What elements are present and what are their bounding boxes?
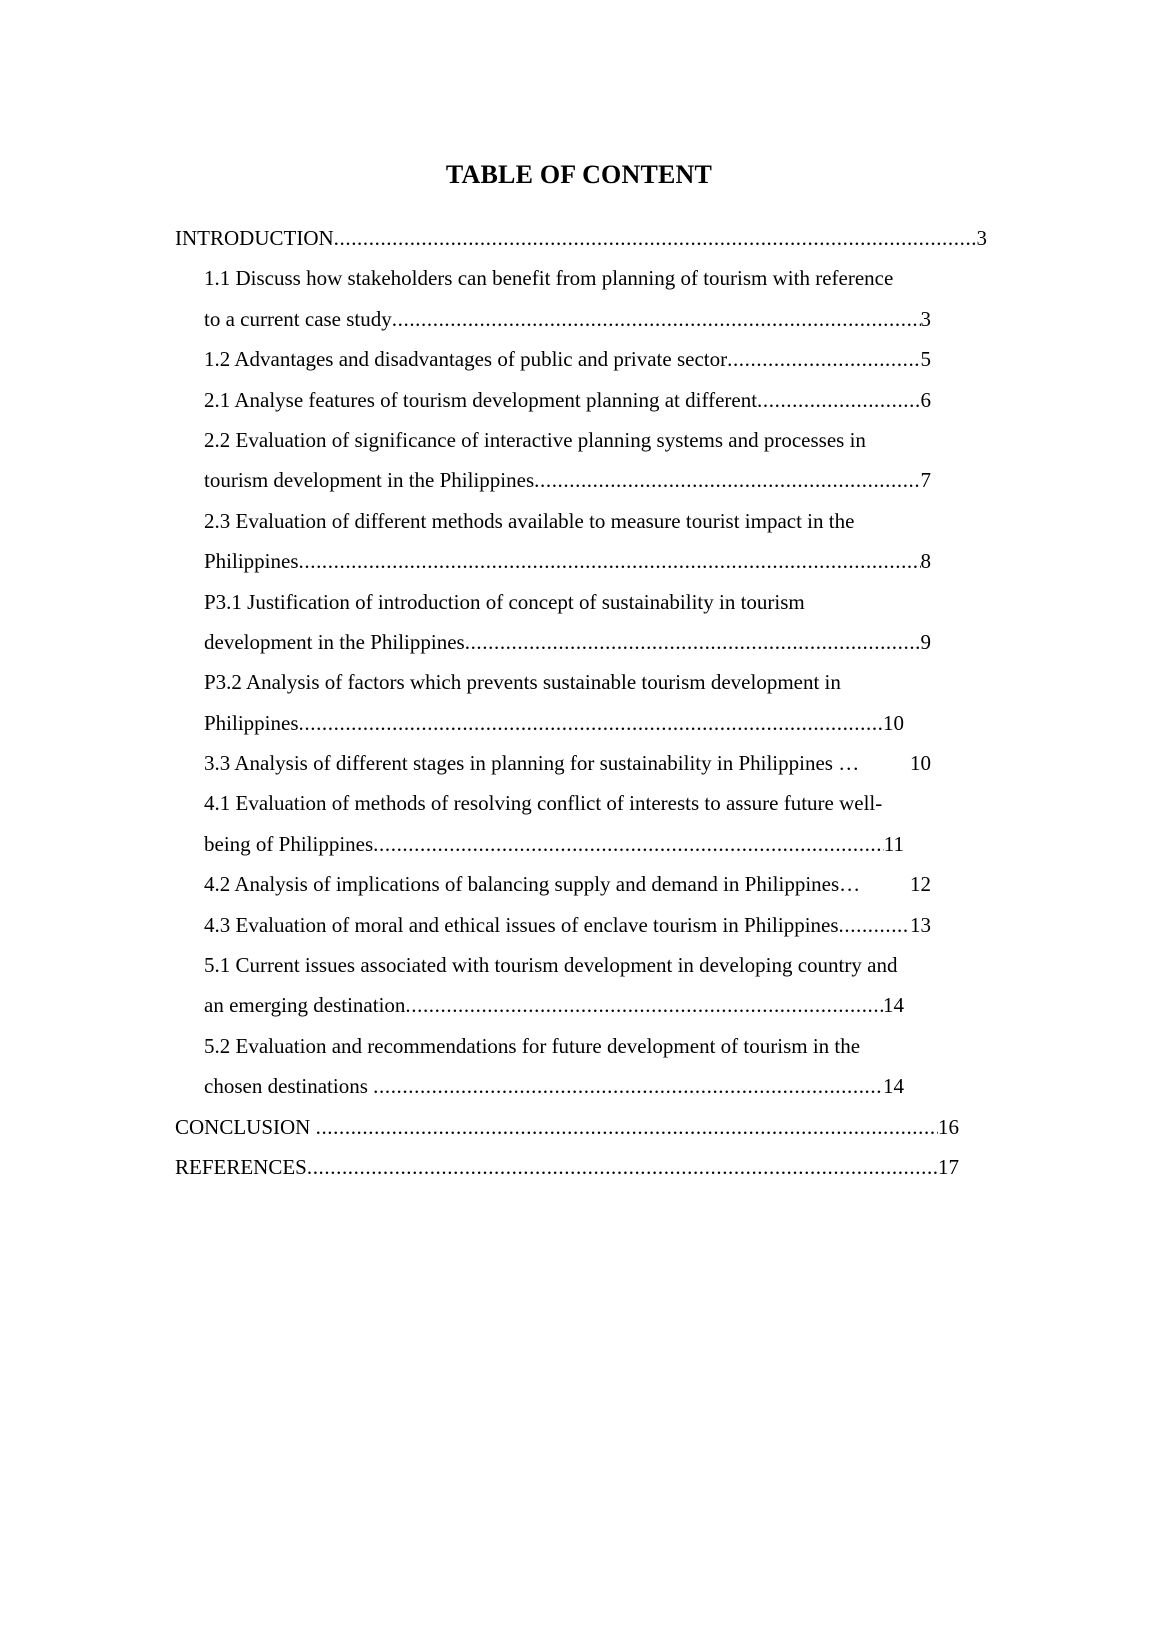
toc-entry-text: P3.1 Justification of introduction of concept of sustainability in tourism — [204, 589, 805, 614]
toc-entry-text: 2.3 Evaluation of different methods available to measure tourist impact in the — [204, 508, 855, 533]
toc-entry-title: being of Philippines — [204, 831, 374, 856]
toc-page-number: 9 — [920, 629, 931, 654]
toc-entry[interactable] — [175, 1026, 987, 1107]
toc-entry-title: 4.2 Analysis of implications of balancing supply and demand in Philippines… — [204, 872, 861, 897]
toc-entry-title: 4.3 Evaluation of moral and ethical issues of enclave tourism in Philippines — [204, 912, 839, 937]
toc-entry-title: development in the Philippines — [204, 629, 465, 654]
toc-entry-text: 5.1 Current issues associated with tourism development in developing country and — [204, 953, 898, 978]
page-title: TABLE OF CONTENT — [445, 160, 713, 189]
toc-entry[interactable] — [175, 905, 987, 945]
toc-dot-leader — [299, 541, 921, 581]
toc-entry-title: an emerging destination — [204, 993, 406, 1018]
toc-dot-leader — [334, 218, 977, 258]
toc-dot-leader — [299, 703, 883, 743]
toc-dot-leader — [534, 460, 920, 500]
toc-entry-title: tourism development in the Philippines — [204, 468, 535, 493]
toc-page-number: 17 — [938, 1154, 959, 1179]
toc-entry-leader-row — [204, 380, 931, 420]
toc-dot-leader — [727, 339, 920, 379]
toc-entry[interactable] — [175, 1147, 987, 1187]
toc-entry[interactable] — [175, 1107, 987, 1147]
toc-dot-leader — [307, 1147, 938, 1187]
toc-entry-title: REFERENCES — [175, 1154, 307, 1179]
toc-entry-title: 3.3 Analysis of different stages in planning for sustainability in Philippines … — [204, 751, 860, 776]
toc-entry-leader-row — [204, 299, 931, 339]
toc-entry[interactable] — [175, 218, 987, 258]
toc-entry[interactable] — [175, 662, 987, 743]
toc-entry-leader-row — [204, 905, 931, 945]
toc-entry-text: 4.1 Evaluation of methods of resolving conflict of interests to assure future well- — [204, 791, 883, 816]
toc-entry-title: 2.1 Analyse features of tourism development planning at different — [204, 387, 758, 412]
toc-entry-leader-row — [204, 1066, 904, 1106]
toc-entry-leader-row — [175, 1107, 959, 1147]
toc-entry-leader-row — [204, 460, 931, 500]
toc-page-number: 10 — [910, 751, 931, 776]
toc-entry-title: Philippines — [204, 710, 299, 735]
toc-entry-title: 1.2 Advantages and disadvantages of public and private sector — [204, 347, 728, 372]
toc-entry[interactable] — [175, 582, 987, 663]
toc-page-number: 3 — [976, 226, 987, 250]
toc-entry-title: Philippines — [204, 549, 299, 574]
toc-entry-title: chosen destinations — [204, 1074, 374, 1099]
toc-page-number: 16 — [938, 1114, 959, 1139]
toc-entry-title: CONCLUSION — [175, 1114, 316, 1139]
toc-entry[interactable] — [175, 501, 987, 582]
toc-entry[interactable] — [175, 783, 987, 864]
toc-entry-leader-row — [204, 622, 931, 662]
toc-dot-leader — [373, 1066, 883, 1106]
toc-entry-title: INTRODUCTION — [175, 226, 334, 250]
toc-entry[interactable] — [175, 864, 987, 904]
table-of-contents — [175, 218, 987, 1187]
toc-page-number: 6 — [920, 387, 931, 412]
toc-entry-text: 2.2 Evaluation of significance of interactive planning systems and processes in — [204, 427, 866, 452]
toc-entry-leader-row — [204, 864, 931, 904]
toc-page-number: 5 — [920, 347, 931, 372]
toc-page-number: 12 — [910, 872, 931, 897]
toc-page-number: 14 — [883, 993, 904, 1018]
toc-entry[interactable] — [175, 743, 987, 783]
toc-page-number: 7 — [920, 468, 931, 493]
toc-dot-leader — [392, 299, 921, 339]
toc-entry[interactable] — [175, 945, 987, 1026]
toc-page-number: 8 — [920, 549, 931, 574]
toc-entry-leader-row — [204, 339, 931, 379]
toc-entry-leader-row — [175, 1147, 959, 1187]
toc-page-number: 3 — [920, 306, 931, 331]
toc-entry-leader-row — [204, 985, 904, 1025]
toc-entry-leader-row — [204, 703, 904, 743]
toc-entry[interactable] — [175, 420, 987, 501]
toc-dot-leader — [316, 1107, 938, 1147]
toc-entry-leader-row — [204, 743, 931, 783]
toc-page-number: 14 — [883, 1074, 904, 1099]
toc-entry-text: P3.2 Analysis of factors which prevents sustainable tourism development in — [204, 670, 841, 695]
toc-entry[interactable] — [175, 380, 987, 420]
toc-entry-title: to a current case study — [204, 306, 392, 331]
toc-entry[interactable] — [175, 339, 987, 379]
toc-dot-leader — [465, 622, 921, 662]
toc-page-number: 10 — [883, 710, 904, 735]
toc-page-number: 11 — [883, 831, 904, 856]
toc-dot-leader — [373, 824, 884, 864]
toc-dot-leader — [839, 905, 910, 945]
toc-entry-leader-row — [175, 218, 987, 258]
toc-dot-leader — [405, 985, 883, 1025]
toc-entry-text: 5.2 Evaluation and recommendations for future development of tourism in the — [204, 1033, 861, 1058]
toc-entry[interactable] — [175, 258, 987, 339]
toc-entry-leader-row — [204, 541, 931, 581]
toc-entry-text: 1.1 Discuss how stakeholders can benefit from planning of tourism with reference — [204, 266, 894, 291]
toc-page-number: 13 — [910, 912, 931, 937]
toc-dot-leader — [757, 380, 920, 420]
toc-entry-leader-row — [204, 824, 904, 864]
